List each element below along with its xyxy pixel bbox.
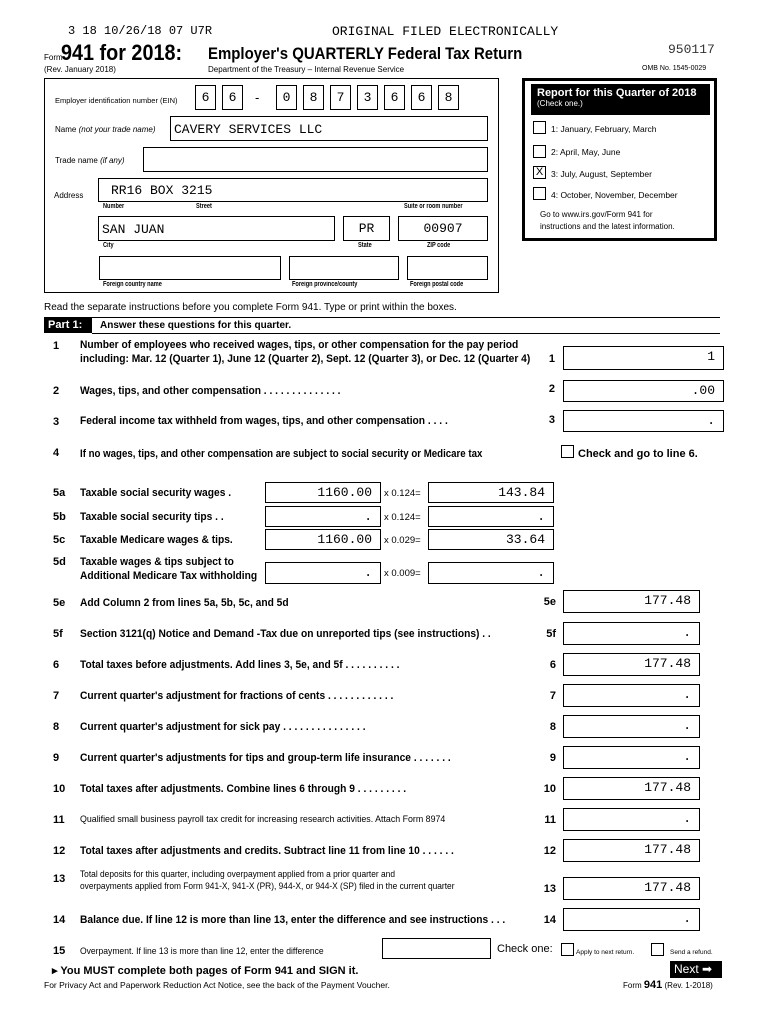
line-ref: 5e <box>543 596 556 608</box>
line-4-check-label: Check and go to line 6. <box>578 448 698 460</box>
line-number: 5f <box>53 628 63 640</box>
line-8-value: . <box>683 718 691 733</box>
line-13-value: 177.48 <box>644 880 691 895</box>
line-5d-text-2: Additional Medicare Tax withholding <box>80 570 258 582</box>
line-number: 3 <box>53 416 60 428</box>
quarter-2-checkbox[interactable] <box>533 145 546 158</box>
ein-digit[interactable]: 3 <box>357 85 378 110</box>
line-5c-col1-value: 1160.00 <box>317 532 372 547</box>
line-number: 10 <box>53 783 66 795</box>
line-number: 8 <box>53 721 60 733</box>
line-15-field[interactable] <box>382 938 491 959</box>
line-ref: 13 <box>543 883 556 895</box>
line-number: 5a <box>53 487 66 499</box>
form-footer-id <box>623 979 713 991</box>
line-10-field[interactable] <box>563 777 700 800</box>
line-5a-rate: x 0.124= <box>384 488 421 499</box>
line-1-text-2: including: Mar. 12 (Quarter 1), June 12 (Quarter 2), Sept. 12 (Quarter 3), or Dec. 12 (Quarter 4) <box>80 353 531 365</box>
next-label: Next <box>674 962 699 976</box>
line-number: 5b <box>53 511 66 523</box>
line-4-checkbox[interactable] <box>561 445 574 458</box>
privacy-notice: For Privacy Act and Paperwork Reduction Act Notice, see the back of the Payment Voucher. <box>44 980 390 990</box>
foreign-country-field[interactable] <box>99 256 281 280</box>
form-code: 950117 <box>668 42 715 57</box>
line-11-field[interactable] <box>563 808 700 831</box>
line-5c-text: Taxable Medicare wages & tips. <box>80 534 233 546</box>
line-9-value: . <box>683 749 691 764</box>
ein-digit[interactable]: 7 <box>330 85 351 110</box>
line-1-text: Number of employees who received wages, tips, or other compensation for the pay period <box>80 339 519 351</box>
line-number: 11 <box>53 814 65 826</box>
city-field[interactable] <box>98 216 335 241</box>
line-7-field[interactable] <box>563 684 700 707</box>
check-mark-icon: X <box>535 166 544 178</box>
line-5d-col2-value: . <box>537 565 545 580</box>
quarter-1-checkbox[interactable] <box>533 121 546 134</box>
arrow-right-icon: ➡ <box>702 962 713 976</box>
line-14-field[interactable] <box>563 908 700 931</box>
line-10-value: 177.48 <box>644 780 691 795</box>
state-value: PR <box>358 221 375 236</box>
instructions-text: Read the separate instructions before you complete Form 941. Type or print within the boxes. <box>44 302 457 313</box>
line-ref: 9 <box>549 752 556 764</box>
department: Department of the Treasury – Internal Revenue Service <box>208 65 405 74</box>
filed-electronically-stamp: ORIGINAL FILED ELECTRONICALLY <box>332 24 559 39</box>
apply-next-return-label: Apply to next return. <box>576 949 635 956</box>
part-underline <box>92 333 720 334</box>
name-value: CAVERY SERVICES LLC <box>174 122 323 137</box>
line-2-value: .00 <box>691 383 715 398</box>
filing-stamp: 3 18 10/26/18 07 U7R <box>68 24 213 38</box>
line-5e-field[interactable] <box>563 590 700 613</box>
line-5c-col2[interactable] <box>428 529 554 550</box>
line-10-text: Total taxes after adjustments. Combine lines 6 through 9 . . . . . . . . . <box>80 783 407 795</box>
quarter-note-line1: Go to www.irs.gov/Form 941 for <box>540 210 653 219</box>
form-word: Form <box>623 981 642 990</box>
line-number: 5c <box>53 534 66 546</box>
line-8-text: Current quarter's adjustment for sick pay . . . . . . . . . . . . . . . <box>80 721 366 733</box>
trade-name-label <box>55 156 125 165</box>
foreign-province-field[interactable] <box>289 256 399 280</box>
line-5d-col1[interactable] <box>265 562 381 584</box>
line-5a-col1-value: 1160.00 <box>317 485 372 500</box>
quarter-1-label: 1: January, February, March <box>551 124 657 134</box>
line-5a-col2-value: 143.84 <box>498 485 545 500</box>
line-number: 15 <box>53 945 66 957</box>
line-12-field[interactable] <box>563 839 700 862</box>
quarter-2-label: 2: April, May, June <box>551 147 621 157</box>
line-3-value: . <box>707 413 715 428</box>
form-word: Form <box>44 53 63 62</box>
street-value: RR16 BOX 3215 <box>111 183 213 198</box>
city-label: City <box>103 242 114 249</box>
line-1-value: 1 <box>707 349 715 364</box>
line-ref: 7 <box>549 690 556 702</box>
line-5a-col1[interactable] <box>265 482 381 503</box>
trade-hint: (if any) <box>100 156 125 165</box>
line-5b-col1-value: . <box>364 509 372 524</box>
suite-label: Suite or room number <box>404 203 463 210</box>
line-5a-text: Taxable social security wages . <box>80 487 232 499</box>
part1-title: Answer these questions for this quarter. <box>100 320 292 331</box>
line-11-text: Qualified small business payroll tax credit for increasing research activities. Attach Form 8974 <box>80 814 446 825</box>
line-7-value: . <box>683 687 691 702</box>
line-5b-col2-value: . <box>537 509 545 524</box>
line-ref: 6 <box>549 659 556 671</box>
ein-digit[interactable]: 0 <box>276 85 297 110</box>
foreign-province-label: Foreign province/county <box>292 281 358 288</box>
line-ref: 12 <box>543 845 556 857</box>
quarter-4-label: 4: October, November, December <box>551 190 678 200</box>
line-4-text: If no wages, tips, and other compensation are subject to social security or Medicare tax <box>80 448 483 460</box>
line-5c-col1[interactable] <box>265 529 381 550</box>
apply-next-return-checkbox[interactable] <box>561 943 574 956</box>
street-label: Street <box>196 203 212 210</box>
form-number: 941 <box>643 979 663 991</box>
city-value: SAN JUAN <box>102 222 165 237</box>
ein-digit[interactable]: 6 <box>222 85 243 110</box>
name-label <box>55 125 156 134</box>
check-one-label: Check one: <box>497 943 553 955</box>
line-number: 12 <box>53 845 66 857</box>
line-13-text: Total deposits for this quarter, including overpayment applied from a prior quarter and <box>80 869 395 879</box>
line-9-text: Current quarter's adjustments for tips and group-term life insurance . . . . . . . <box>80 752 451 764</box>
line-5e-value: 177.48 <box>644 593 691 608</box>
line-number: 4 <box>53 447 60 459</box>
must-sign-text: You MUST complete both pages of Form 941 and SIGN it. <box>60 965 359 977</box>
line-ref: 11 <box>544 814 556 826</box>
line-6-value: 177.48 <box>644 656 691 671</box>
line-5f-field[interactable] <box>563 622 700 645</box>
line-15-text: Overpayment. If line 13 is more than line 12, enter the difference <box>80 946 324 957</box>
line-number: 5e <box>53 597 66 609</box>
line-7-text: Current quarter's adjustment for fractions of cents . . . . . . . . . . . . <box>80 690 394 702</box>
line-ref: 3 <box>548 414 555 426</box>
quarter-3-label: 3: July, August, September <box>551 169 652 179</box>
line-11-value: . <box>683 811 691 826</box>
line-number: 13 <box>53 873 66 885</box>
line-number: 2 <box>53 385 60 397</box>
foreign-country-label: Foreign country name <box>103 281 162 288</box>
omb-number: OMB No. 1545-0029 <box>642 65 707 72</box>
line-ref: 8 <box>549 721 556 733</box>
line-5a-col2[interactable] <box>428 482 554 503</box>
line-5c-col2-value: 33.64 <box>505 532 545 547</box>
line-3-text: Federal income tax withheld from wages, tips, and other compensation . . . . <box>80 415 448 427</box>
line-5d-col1-value: . <box>364 565 372 580</box>
line-6-field[interactable] <box>563 653 700 676</box>
line-number: 1 <box>53 340 60 352</box>
name-label-text: Name <box>55 125 77 134</box>
line-13-field[interactable] <box>563 877 700 900</box>
ein-dash: - <box>255 90 260 105</box>
part1-label: Part 1: <box>44 318 92 333</box>
line-ref: 14 <box>543 914 556 926</box>
line-5e-text: Add Column 2 from lines 5a, 5b, 5c, and 5d <box>80 597 289 609</box>
line-5b-col1[interactable] <box>265 506 381 527</box>
ein-digit[interactable]: 6 <box>384 85 405 110</box>
quarter-4-checkbox[interactable] <box>533 187 546 200</box>
line-14-text: Balance due. If line 12 is more than line 13, enter the difference and see instructions . . . <box>80 914 506 926</box>
revision-date: (Rev. January 2018) <box>44 65 116 74</box>
name-hint: (not your trade name) <box>78 125 156 134</box>
arrow-right-icon: ▸ <box>52 965 61 977</box>
line-5f-value: . <box>683 625 691 640</box>
ein-digit[interactable]: 8 <box>303 85 324 110</box>
quarter-note-line2: instructions and the latest information. <box>540 222 675 231</box>
line-5b-col2[interactable] <box>428 506 554 527</box>
line-ref: 10 <box>543 783 556 795</box>
state-field[interactable] <box>343 216 390 241</box>
form-title: Employer's QUARTERLY Federal Tax Return <box>208 44 523 63</box>
state-label: State <box>358 242 372 249</box>
line-ref: 5f <box>546 628 556 640</box>
line-5b-text: Taxable social security tips . . <box>80 511 224 523</box>
ein-digit[interactable]: 8 <box>438 85 459 110</box>
send-refund-checkbox[interactable] <box>651 943 664 956</box>
line-2-field[interactable] <box>563 380 724 402</box>
line-number: 14 <box>53 914 66 926</box>
address-label: Address <box>54 191 84 200</box>
line-5d-text: Taxable wages & tips subject to <box>80 556 234 568</box>
ein-digit[interactable]: 6 <box>411 85 432 110</box>
line-ref: 1 <box>548 353 555 365</box>
line-12-value: 177.48 <box>644 842 691 857</box>
street-field[interactable] <box>98 178 488 202</box>
line-1-field[interactable] <box>563 346 724 370</box>
line-5d-col2[interactable] <box>428 562 554 584</box>
line-3-field[interactable] <box>563 410 724 432</box>
quarter-subtitle: (Check one.) <box>537 99 583 108</box>
part-divider <box>44 317 720 318</box>
quarter-3-checkbox[interactable] <box>533 166 546 179</box>
ein-digit[interactable]: 6 <box>195 85 216 110</box>
zip-label: ZIP code <box>427 242 451 249</box>
quarter-header <box>531 84 710 115</box>
name-field[interactable] <box>170 116 488 141</box>
form-number-title: 941 for 2018: <box>61 40 183 65</box>
line-number: 5d <box>53 556 66 568</box>
foreign-postal-field[interactable] <box>407 256 488 280</box>
number-label: Number <box>103 203 125 210</box>
line-6-text: Total taxes before adjustments. Add lines 3, 5e, and 5f . . . . . . . . . . <box>80 659 400 671</box>
ein-label: Employer identification number (EIN) <box>55 96 178 105</box>
line-number: 6 <box>53 659 60 671</box>
line-9-field[interactable] <box>563 746 700 769</box>
trade-label-text: Trade name <box>55 156 98 165</box>
line-14-value: . <box>683 911 691 926</box>
quarter-title: Report for this Quarter of 2018 <box>537 87 697 99</box>
line-5b-rate: x 0.124= <box>384 512 421 523</box>
must-sign-notice <box>52 964 358 977</box>
zip-value: 00907 <box>423 221 463 236</box>
line-ref: 2 <box>548 383 555 395</box>
line-12-text: Total taxes after adjustments and credits. Subtract line 11 from line 10 . . . . . . <box>80 845 454 857</box>
line-5f-text: Section 3121(q) Notice and Demand -Tax due on unreported tips (see instructions) . . <box>80 628 491 640</box>
line-5c-rate: x 0.029= <box>384 535 421 546</box>
send-refund-label: Send a refund. <box>670 949 713 956</box>
trade-name-field[interactable] <box>143 147 488 172</box>
form-revision: (Rev. 1-2018) <box>664 981 713 990</box>
line-5d-rate: x 0.009= <box>384 568 421 579</box>
zip-field[interactable] <box>398 216 488 241</box>
line-2-text: Wages, tips, and other compensation . . . . . . . . . . . . . . <box>80 385 341 397</box>
next-button[interactable] <box>670 961 722 978</box>
line-8-field[interactable] <box>563 715 700 738</box>
line-13-text-2: overpayments applied from Form 941-X, 941-X (PR), 944-X, or 944-X (SP) filed in the current quarter <box>80 881 455 891</box>
line-number: 7 <box>53 690 60 702</box>
line-number: 9 <box>53 752 60 764</box>
foreign-postal-label: Foreign postal code <box>410 281 464 288</box>
